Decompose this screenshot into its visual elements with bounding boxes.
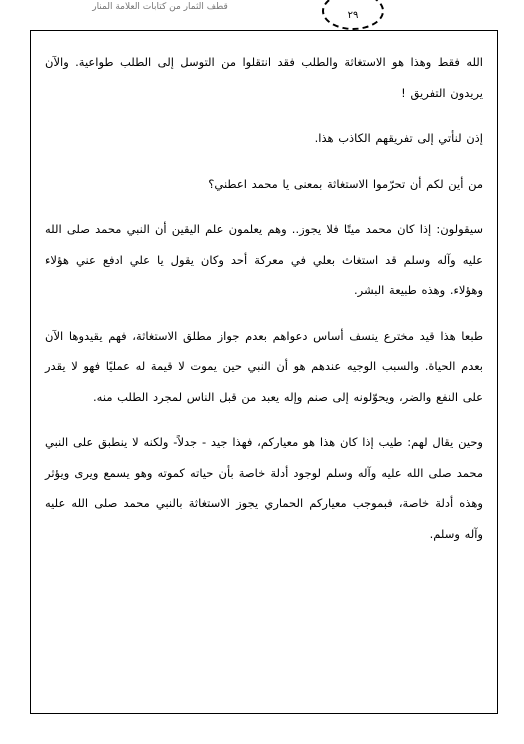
page-frame bbox=[30, 30, 498, 714]
paragraph: طبعا هذا قيد مخترع ينسف أساس دعواهم بعدم جواز مطلق الاستغاثة، فهم يقيدوها الآن بعدم الحياة. والسبب الوجيه عندهم هو أن النبي حين يموت لا قيمة له عمليًا فهو لا يقدر على النفع والضر، ويحوّلونه إلى صنم وإله يعبد من قبل الناس لمجرد الطلب منه. bbox=[45, 328, 483, 404]
paragraph: الله فقط وهذا هو الاستغاثة والطلب فقد انتقلوا من التوسل إلى الطلب طواعية. والآن يريدون التفريق ! bbox=[45, 55, 483, 100]
paragraph: وحين يقال لهم: طيب إذا كان هذا هو معياركم، فهذا جيد - جدلاً- ولكنه لا ينطبق على النبي محمد صلى الله عليه وآله وسلم لوجود أدلة خاصة بأن حياته كموته وهو يسمع ويرى ويؤثر وهذه أدلة خاصة، فبموجب معياركم الحماري يجوز الاستغاثة بالنبي محمد صلى الله عليه وآله وسلم. bbox=[45, 435, 483, 541]
book-title: قطف الثمار من كتابات العلامة المنار bbox=[92, 2, 228, 12]
paragraph: من أين لكم أن تحرّموا الاستغاثة بمعنى يا محمد اعطني؟ bbox=[208, 176, 483, 191]
paragraph: إذن لنأتي إلى تفريقهم الكاذب هذا. bbox=[314, 131, 483, 145]
page-number: ٢٩ bbox=[322, 0, 384, 30]
page-header bbox=[0, 0, 524, 30]
paragraph: سيقولون: إذا كان محمد ميتًا فلا يجوز.. وهم يعلمون علم اليقين أن النبي محمد صلى الله عليه وآله وسلم قد استغاث بعلي في معركة أحد وكان يقول يا علي ادفع عني هؤلاء وهؤلاء. وهذه طبيعة البشر. bbox=[45, 222, 483, 297]
